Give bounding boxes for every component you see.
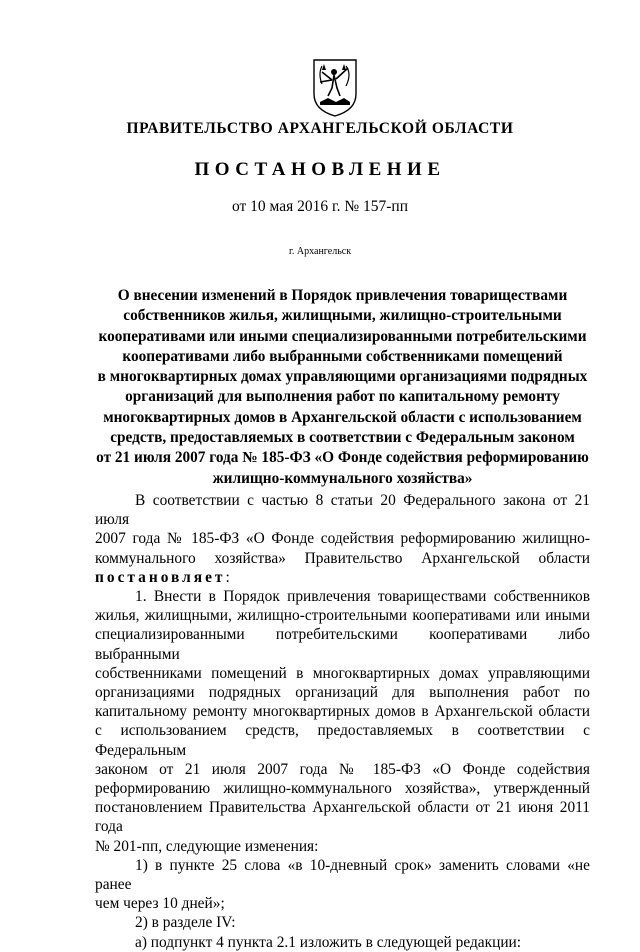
body-line: с использованием средств, предоставляемых в соответствии с Федеральным	[95, 722, 590, 759]
body-line: В соответствии с частью 8 статьи 20 Федерального закона от 21 июля	[95, 492, 590, 529]
resolution-keyword: постановляет	[95, 568, 226, 586]
subitem-2a-paragraph	[95, 933, 590, 952]
document-type: ПОСТАНОВЛЕНИЕ	[194, 159, 446, 180]
arkhangelsk-coat-of-arms-icon	[310, 58, 360, 118]
body-line: жилья, жилищными, жилищно-строительными кооперативами или иными	[95, 607, 590, 625]
body-line: собственниками помещений в многоквартирных домах управляющими	[95, 664, 590, 682]
decree-title	[95, 286, 590, 489]
title-line: от 21 июля 2007 года № 185-ФЗ «О Фонде содействия реформированию	[96, 449, 589, 467]
body-line: 2) в разделе IV:	[135, 914, 236, 932]
body-line: № 201-пп, следующие изменения:	[95, 837, 319, 855]
body-line: 1) в пункте 25 слова «в 10-дневный срок» заменить словами «не ранее	[95, 856, 590, 894]
body-line: 1. Внести в Порядок привлечения товариществами собственников	[135, 588, 590, 606]
body-line: реформированию жилищно-коммунального хозяйства», утвержденный	[95, 780, 590, 798]
body-line: 2007 года № 185-ФЗ «О Фонде содействия реформированию жилищно-	[95, 530, 590, 548]
resolution-keyword-line	[95, 568, 590, 587]
body-line: законом от 21 июля 2007 года № 185-ФЗ «О Фонде содействия	[95, 760, 590, 778]
city-name: г. Архангельск	[288, 246, 352, 257]
title-line: собственников жилья, жилищными, жилищно-строительными	[123, 307, 562, 325]
body-line: чем через 10 дней»;	[95, 895, 225, 913]
title-line: О внесении изменений в Порядок привлечения товариществами	[117, 287, 568, 304]
body-line: организациями подрядных организаций для выполнения работ по	[95, 684, 590, 702]
keyword-colon: :	[225, 568, 230, 586]
title-line: в многоквартирных домах управляющими организациями подрядных	[97, 368, 588, 386]
subitem-2-paragraph	[95, 913, 590, 932]
title-line: кооперативами или иными специализированными потребительскими	[98, 327, 587, 345]
decree-date-number: от 10 мая 2016 г. № 157-пп	[231, 198, 409, 215]
body-line: капитальному ремонту многоквартирных домов в Архангельской области	[95, 703, 590, 721]
title-line: организаций для выполнения работ по капитальному ремонту	[125, 388, 560, 406]
body-line: коммунального хозяйства» Правительство Архангельской области	[95, 549, 590, 567]
decree-body	[95, 491, 590, 952]
body-line: специализированными потребительскими кооперативами либо выбранными	[95, 626, 590, 663]
body-line: а) подпункт 4 пункта 2.1 изложить в следующей редакции:	[135, 933, 522, 951]
title-line: кооперативами либо выбранными собственниками помещений	[122, 347, 563, 365]
item-1-paragraph	[95, 587, 590, 856]
title-line: средств, предоставляемых в соответствии с Федеральным законом	[110, 429, 575, 447]
title-line: жилищно-коммунального хозяйства»	[212, 469, 473, 487]
government-name: ПРАВИТЕЛЬСТВО АРХАНГЕЛЬСКОЙ ОБЛАСТИ	[126, 120, 514, 137]
title-line: многоквартирных домов в Архангельской области с использованием	[103, 408, 582, 426]
body-line: постановлением Правительства Архангельской области от 21 июня 2011 года	[95, 799, 590, 836]
preamble-paragraph	[95, 491, 590, 587]
